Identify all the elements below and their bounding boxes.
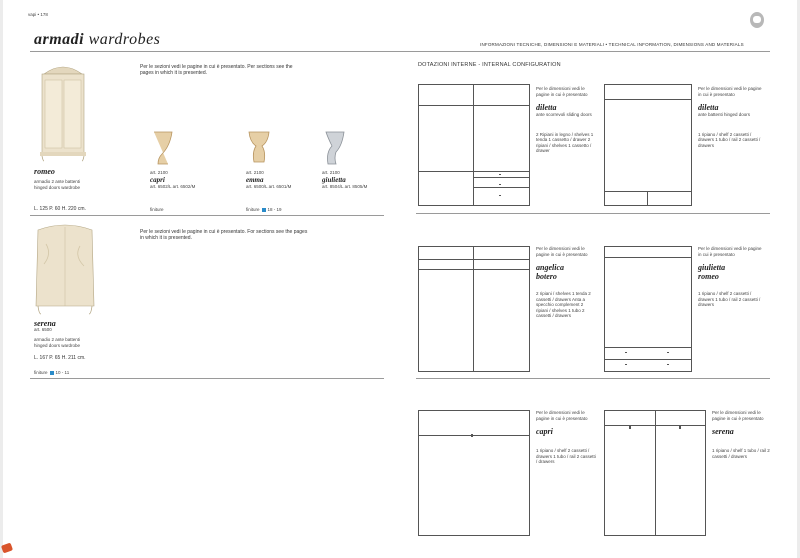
- handle-capri-name: capri: [150, 175, 165, 184]
- config-giulietta-note: Per le dimensioni vedi le pagine in cui è presentato: [698, 246, 762, 257]
- config-diletta-sliding-sub: ante scorrevoli sliding doors: [536, 112, 592, 117]
- capri-handle-image: [150, 128, 176, 168]
- handle-emma-code-top: art. 2100: [246, 170, 264, 175]
- config-serena-note: Per le dimensioni vedi le pagine in cui è presentato: [712, 410, 764, 421]
- config-capri-name: capri: [536, 427, 553, 436]
- serena-desc: armadio 2 ante battenti hinged doors wardrobe: [34, 337, 81, 348]
- emma-handle-image: [246, 128, 272, 168]
- config-capri: [536, 410, 596, 465]
- handle-capri-codes: art. 6502/L art. 6502/M: [150, 183, 196, 189]
- giulietta-handle-image: [322, 128, 348, 168]
- config-diletta-hinged: [698, 86, 764, 148]
- config-diletta-sliding-list: 2 Ripiani in legno / shelves 1 tenda 1 cassetto / drawer 2 ripiani / shelves 1 cassetto / drawer: [536, 131, 594, 153]
- serena-name: serena: [34, 319, 56, 328]
- left-rule-1: [30, 215, 384, 216]
- handle-giulietta-code-top: art. 2100: [322, 170, 340, 175]
- brand-logo-icon: [750, 12, 764, 28]
- config-giulietta-list: 1 ripiano / shelf 2 cassetti / drawers 1 tubo / rail 2 cassetti / drawers: [698, 291, 761, 307]
- finish-right-label: finiture: [246, 207, 260, 212]
- finish-right: [246, 207, 282, 213]
- handle-capri: [150, 170, 210, 189]
- config-diletta-hinged-list: 1 ripiano / shelf 2 cassetti / drawers 1 tubo / rail 2 cassetti / drawers: [698, 131, 761, 148]
- config-angelica-name2: botero: [536, 272, 557, 281]
- config-diletta-sliding: [536, 86, 596, 154]
- config-serena: [712, 410, 772, 459]
- config-angelica-note: Per le dimensioni vedi le pagine in cui è presentato: [536, 246, 588, 257]
- serena-wardrobe-image: [30, 224, 100, 316]
- config-angelica-name: angelica: [536, 263, 564, 272]
- config-heading: DOTAZIONI INTERNE - INTERNAL CONFIGURATION: [418, 62, 561, 68]
- handle-capri-code-top: art. 2100: [150, 170, 168, 175]
- config-angelica-list: 2 ripiani / shelves 1 tenda 2 cassetti / drawers Anta a specchio complement 2 ripiani / shelves 1 tubo 2 cassetti / drawers: [536, 291, 591, 318]
- left-rule-2: [30, 378, 384, 379]
- config-serena-list: 1 ripiano / shelf 1 tubo / rail 2 cassetti / drawers: [712, 448, 770, 459]
- romeo-intro: Per le sezioni vedi le pagine in cui è presentato. Per sections see the pages in which it is presented.: [140, 64, 293, 76]
- serena-finish-swatch: [50, 371, 54, 375]
- config-diletta-sliding-note: Per le dimensioni vedi le pagine in cui è presentato: [536, 86, 588, 97]
- romeo-desc: armadio 2 ante battenti hinged doors wardrobe: [34, 179, 81, 190]
- handle-emma-codes: art. 6500/L art. 6501/M: [246, 183, 292, 189]
- title-bold: armadi: [34, 31, 85, 48]
- serena-finish-label: finiture: [34, 370, 48, 375]
- serena-intro: Per le sezioni vedi le pagine in cui è presentato. For sections see the pages in which it is presented.: [140, 229, 308, 241]
- handle-giulietta: [322, 170, 382, 189]
- serena-dims: L. 167 P. 65 H. 211 cm.: [34, 355, 86, 361]
- config-diletta-hinged-sub: ante battenti hinged doors: [698, 112, 751, 117]
- finish-left: finiture: [150, 207, 164, 212]
- config-angelica-diagram: [418, 246, 530, 372]
- finish-swatch: [262, 208, 266, 212]
- section-info: INFORMAZIONI TECNICHE, DIMENSIONI E MATERIALI • TECHNICAL INFORMATION, DIMENSIONS AND MATERIALS: [480, 42, 744, 47]
- right-rule-2: [416, 378, 770, 379]
- config-serena-diagram: [604, 410, 706, 536]
- page-label: vapi • 178: [28, 12, 48, 17]
- config-giulietta-diagram: [604, 246, 692, 372]
- config-giulietta-name2: romeo: [698, 272, 719, 281]
- config-capri-note: Per le dimensioni vedi le pagine in cui è presentato: [536, 410, 588, 421]
- config-capri-list: 1 ripiano / shelf 2 cassetti / drawers 1 tubo / rail 2 cassetti / drawers: [536, 448, 596, 464]
- config-giulietta: [698, 246, 764, 308]
- finish-right-code: 18 - 19: [267, 207, 282, 212]
- handle-emma-name: emma: [246, 175, 264, 184]
- romeo-dims: L. 125 P. 60 H. 220 cm.: [34, 206, 86, 212]
- right-rule-1: [416, 213, 770, 214]
- corner-mark-icon: [1, 543, 13, 554]
- serena-finish-code: 10 - 11: [55, 370, 70, 375]
- title-rest: wardrobes: [88, 31, 161, 48]
- page-title: [34, 31, 160, 49]
- config-diletta-hinged-name: diletta: [698, 103, 719, 112]
- config-capri-diagram: [418, 410, 530, 536]
- config-diletta-hinged-note: Per le dimensioni vedi le pagine in cui è presentato: [698, 86, 762, 97]
- serena-code: art. 6500: [34, 327, 52, 332]
- handle-giulietta-codes: art. 8504/L art. 8505/M: [322, 183, 368, 189]
- serena-finish: [34, 370, 69, 376]
- config-giulietta-name: giulietta: [698, 263, 726, 272]
- romeo-wardrobe-image: [34, 62, 92, 162]
- romeo-name: romeo: [34, 167, 55, 176]
- config-serena-name: serena: [712, 427, 734, 436]
- handle-giulietta-name: giulietta: [322, 175, 346, 184]
- config-angelica: [536, 246, 596, 319]
- page-edge-left: [0, 0, 3, 558]
- config-diletta-sliding-diagram: [418, 84, 530, 206]
- handle-emma: [246, 170, 306, 189]
- header-rule: [30, 51, 770, 52]
- config-diletta-hinged-diagram: [604, 84, 692, 206]
- config-diletta-sliding-name: diletta: [536, 103, 557, 112]
